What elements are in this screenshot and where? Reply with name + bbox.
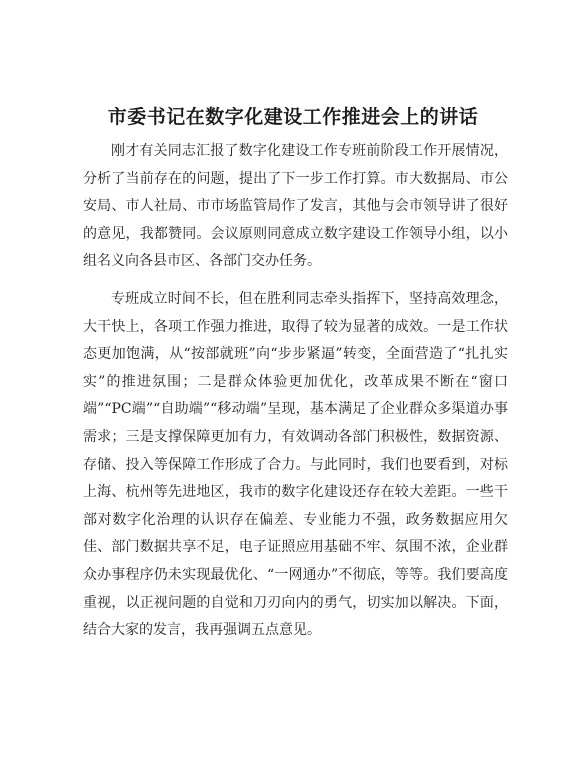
paragraph-2: 专班成立时间不长，但在胜利同志牵头指挥下，坚持高效理念，大干快上，各项工作强力推进，取得了较为显著的成效。一是工作状态更加饱满，从“按部就班”向“步步紧逼”转变，全面营造了“扎扎实实”的推进氛围；二是群众体验更加优化，改革成果不断在“窗口端”“PC端”“自助端”“移动端”呈现，基本满足了企业群众多渠道办事需求；三是支撑保障更加有力，有效调动各部门积极性，数据资源、存储、投入等保障工作形成了合力。与此同时，我们也要看到，对标上海、杭州等先进地区，我市的数字化建设还存在较大差距。一些干部对数字化治理的认识存在偏差、专业能力不强，政务数据应用欠佳、部门数据共享不足，电子证照应用基础不牢、氛围不浓，企业群众办事程序仍未实现最优化、“一网通办”不彻底，等等。我们要高度重视，以正视问题的自觉和刀刃向内的勇气，切实加以解决。下面，结合大家的发言，我再强调五点意见。	[83, 291, 508, 639]
document-title: 市委书记在数字化建设工作推进会上的讲话	[107, 106, 479, 128]
paragraph-1: 刚才有关同志汇报了数字化建设工作专班前阶段工作开展情况，分析了当前存在的问题，提出了下一步工作打算。市大数据局、市公安局、市人社局、市市场监管局作了发言，其他与会市领导讲了很好的意见，我都赞同。会议原则同意成立数字建设工作领导小组，以小组名义向各县市区、各部门交办任务。	[83, 143, 508, 270]
